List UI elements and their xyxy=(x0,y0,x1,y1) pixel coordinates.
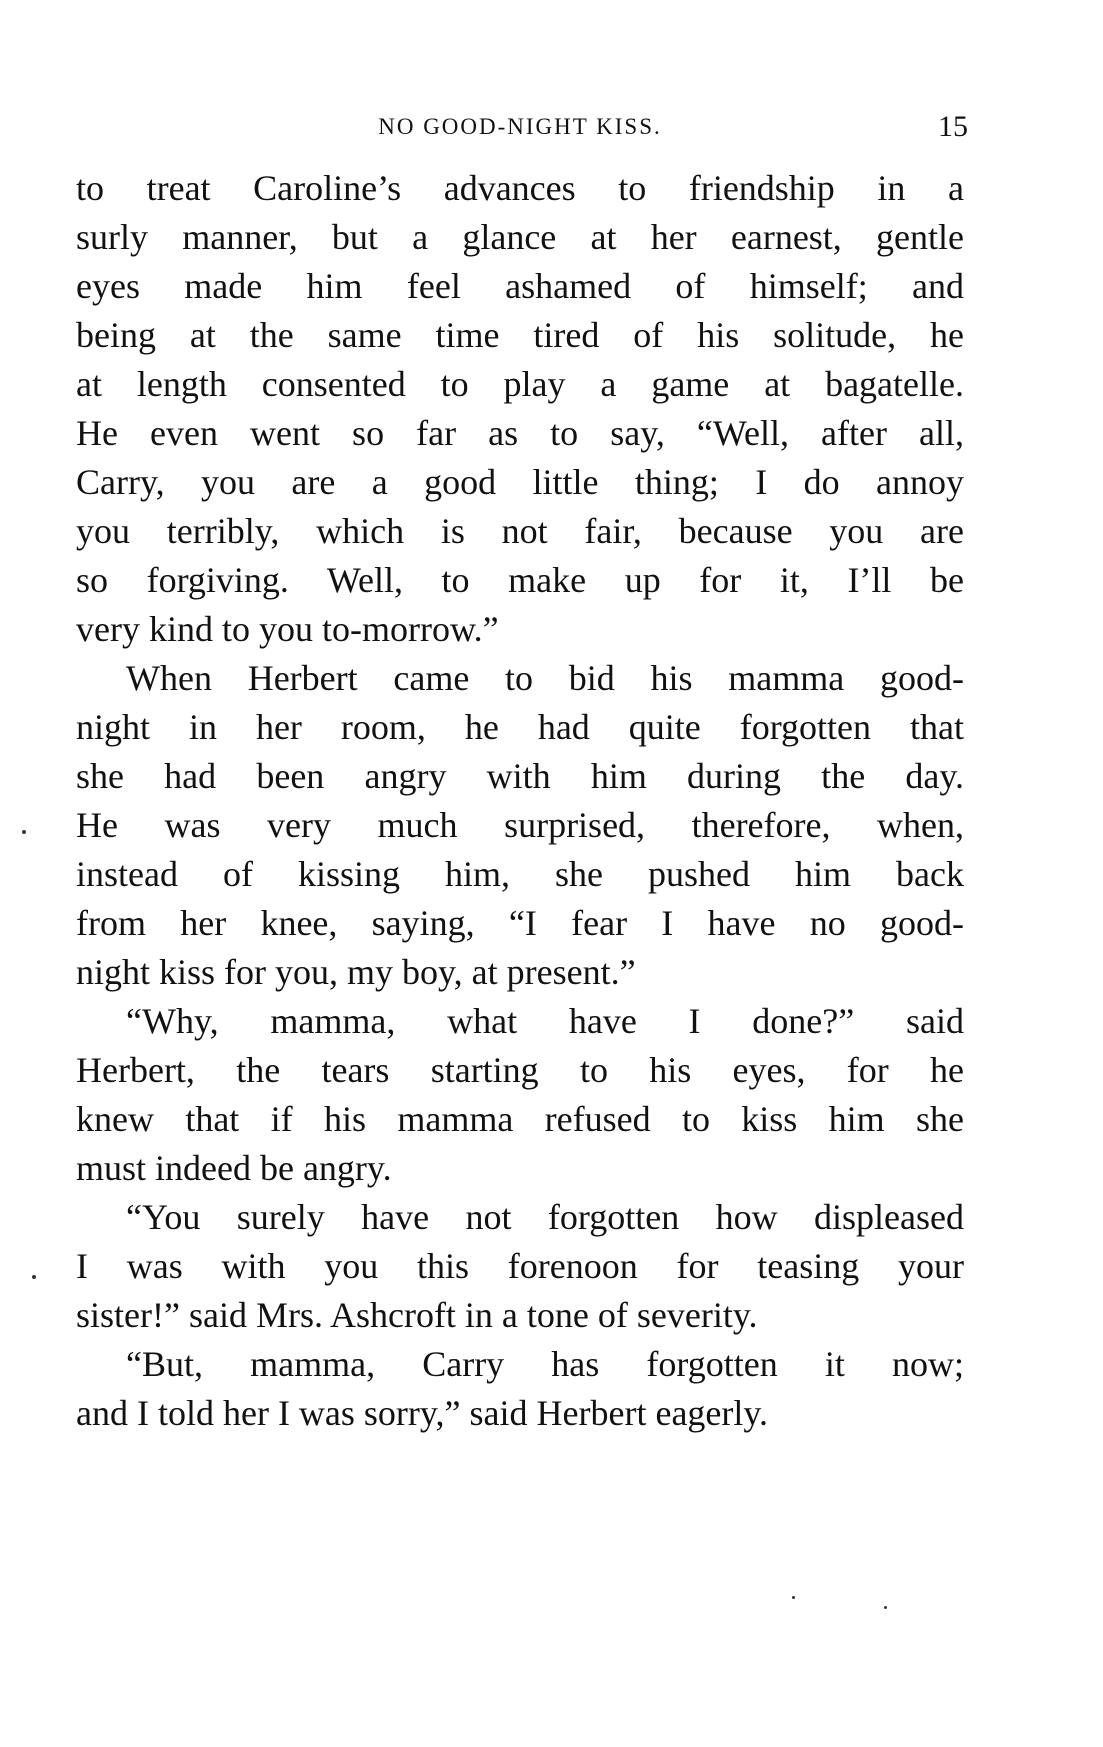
text-line: must indeed be angry. xyxy=(76,1148,392,1188)
text-line: knew that if his mamma refused to kiss him she xyxy=(76,1099,964,1139)
text-line: night kiss for you, my boy, at present.” xyxy=(76,952,636,992)
text-line: she had been angry with him during the day. xyxy=(76,756,964,796)
text-line: Carry, you are a good little thing; I do annoy xyxy=(76,462,964,502)
text-line: “But, mamma, Carry has forgotten it now; xyxy=(126,1344,964,1384)
text-line: to treat Caroline’s advances to friendship in a xyxy=(76,168,964,208)
text-line: He was very much surprised, therefore, when, xyxy=(76,805,964,845)
text-line: Herbert, the tears starting to his eyes, for he xyxy=(76,1050,964,1090)
print-speck xyxy=(884,1606,887,1609)
text-line: from her knee, saying, “I fear I have no good- xyxy=(76,903,964,943)
paragraph xyxy=(76,997,964,1193)
text-line: night in her room, he had quite forgotten that xyxy=(76,707,964,747)
running-head xyxy=(76,110,968,150)
text-line: When Herbert came to bid his mamma good- xyxy=(126,658,964,698)
text-line: “You surely have not forgotten how displeased xyxy=(126,1197,964,1237)
text-line: instead of kissing him, she pushed him back xyxy=(76,854,964,894)
text-line: so forgiving. Well, to make up for it, I’ll be xyxy=(76,560,964,600)
text-line: He even went so far as to say, “Well, after all, xyxy=(76,413,964,453)
paragraph xyxy=(76,164,964,654)
paragraph xyxy=(76,1193,964,1340)
text-line: surly manner, but a glance at her earnest, gentle xyxy=(76,217,964,257)
print-speck xyxy=(22,830,26,834)
text-line: I was with you this forenoon for teasing your xyxy=(76,1246,964,1286)
text-line: very kind to you to-morrow.” xyxy=(76,609,499,649)
text-line: being at the same time tired of his solitude, he xyxy=(76,315,964,355)
text-line: at length consented to play a game at bagatelle. xyxy=(76,364,964,404)
paragraph xyxy=(76,654,964,997)
text-line: and I told her I was sorry,” said Herbert eagerly. xyxy=(76,1393,769,1433)
text-line: sister!” said Mrs. Ashcroft in a tone of severity. xyxy=(76,1295,758,1335)
print-speck xyxy=(32,1275,36,1279)
body-text xyxy=(76,164,964,1438)
running-title: NO GOOD-NIGHT KISS. xyxy=(378,114,662,139)
print-speck xyxy=(792,1596,795,1599)
text-line: you terribly, which is not fair, because you are xyxy=(76,511,964,551)
paragraph xyxy=(76,1340,964,1438)
page-number: 15 xyxy=(938,110,968,143)
text-line: eyes made him feel ashamed of himself; and xyxy=(76,266,964,306)
text-line: “Why, mamma, what have I done?” said xyxy=(126,1001,964,1041)
